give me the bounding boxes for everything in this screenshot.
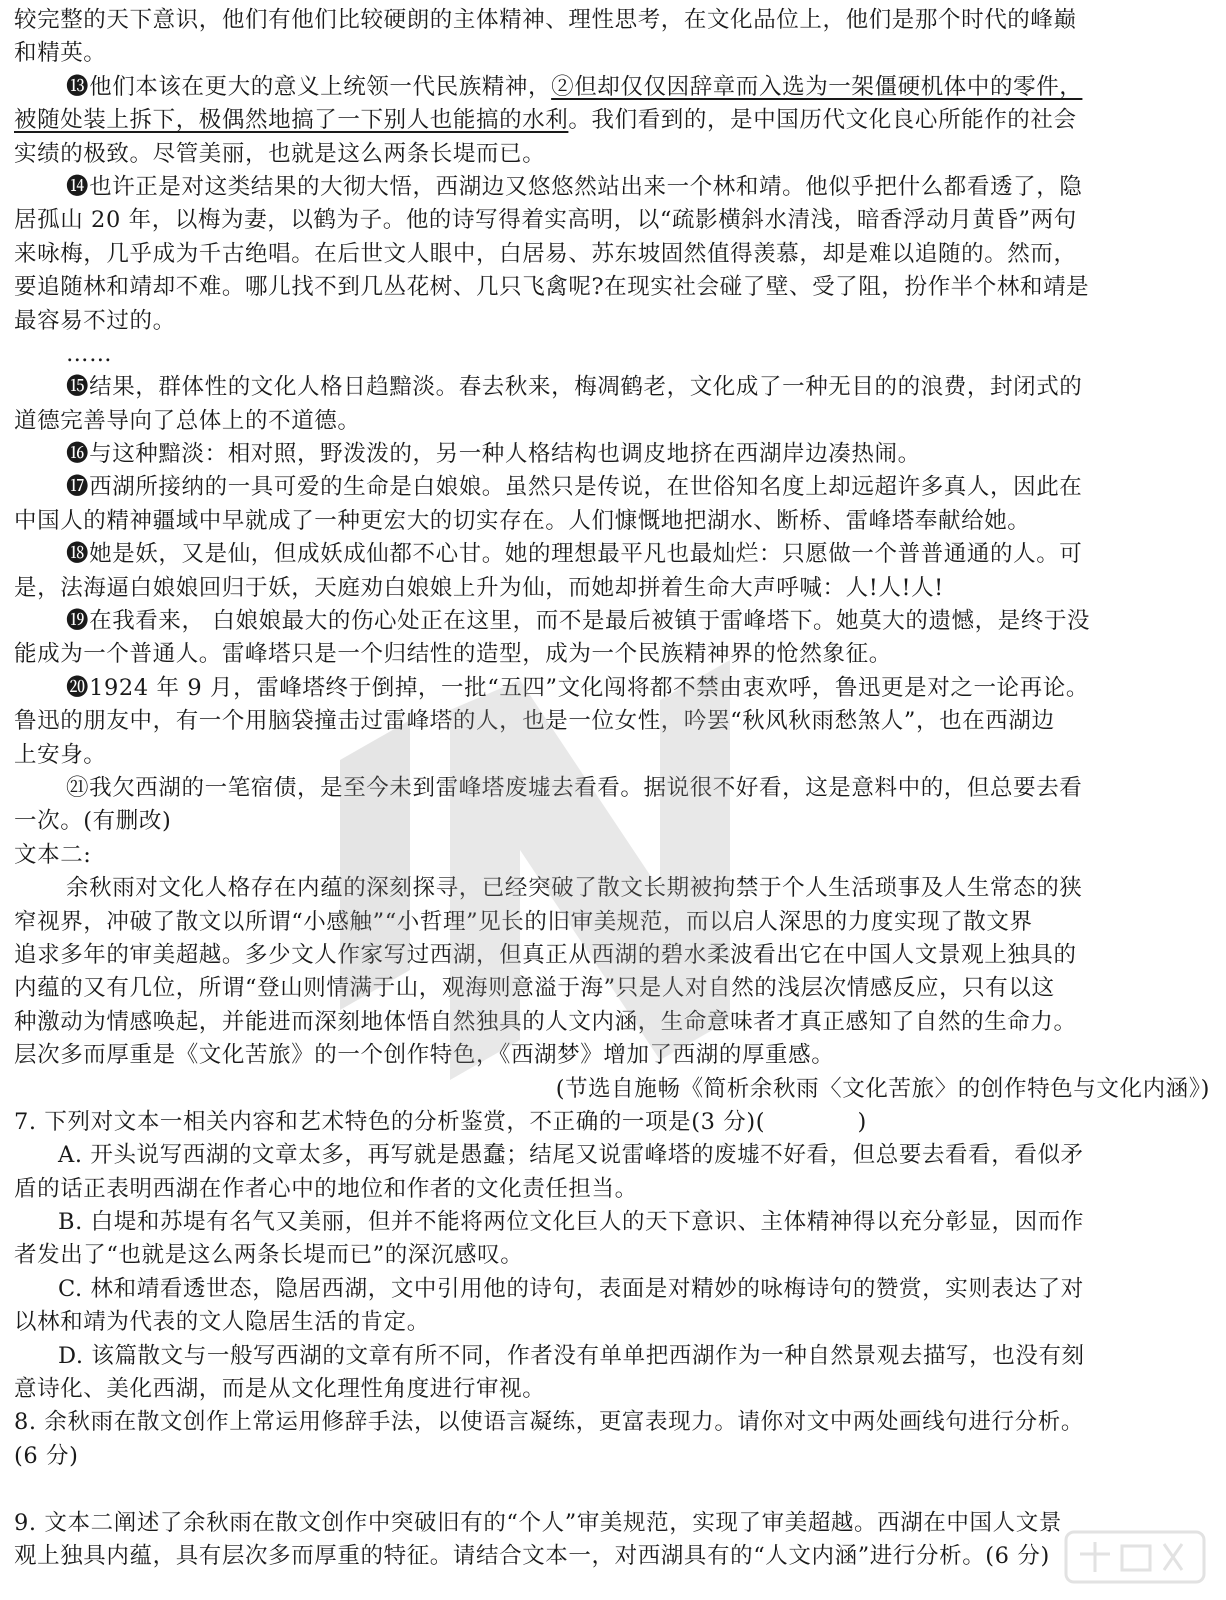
text-line: 追求多年的审美超越。多少文人作家写过西湖，但真正从西湖的碧水柔波看出它在中国人文景观上独具的 [14,941,1077,968]
underlined-sentence: 被随处装上拆下，极偶然地搞了一下别人也能搞的水利 [14,107,569,134]
text-line: 是，法海逼白娘娘回归于妖，天庭劝白娘娘上升为仙，而她却拼着生命大声呼喊：人!人!人! [14,574,944,601]
text-line: 一次。(有删改) [14,808,172,835]
underlined-sentence: ②但却仅仅因辞章而入选为一架僵硬机体中的零件， [551,73,1083,100]
question-9: 9. 文本二阐述了余秋雨在散文创作中突破旧有的“个人”审美规范，实现了审美超越。西湖在中国人文景 [14,1509,1062,1536]
paragraph-19: ⓳在我看来， 白娘娘最大的伤心处正在这里，而不是最后被镇于雷峰塔下。她莫大的遗憾，是终于没 [66,608,1091,635]
text-line: 中国人的精神疆域中早就成了一种更宏大的切实存在。人们慷慨地把湖水、断桥、雷峰塔奉献给她。 [14,507,1031,534]
text-line: 鲁迅的朋友中，有一个用脑袋撞击过雷峰塔的人，也是一位女性，吟罢“秋风秋雨愁煞人”，也在西湖边 [14,708,1055,735]
text-line: 要追随林和靖却不难。哪儿找不到几丛花树、几只飞禽呢?在现实社会碰了壁、受了阻，扮作半个林和靖是 [14,274,1090,301]
paragraph-14: ⓮也许正是对这类结果的大彻大悟，西湖边又悠悠然站出来一个林和靖。他似乎把什么都看透了，隐 [66,173,1083,200]
paragraph-20: ⓴1924 年 9 月，雷峰塔终于倒掉，一批“五四”文化闯将都不禁由衷欢呼，鲁迅更是对之一论再论。 [66,674,1089,701]
text-line: 和精英。 [14,40,107,67]
text-line: 观上独具内蕴，具有层次多而厚重的特征。请结合文本一，对西湖具有的“人文内涵”进行分析。(6 分) [14,1542,1050,1569]
paragraph-17: ⓱西湖所接纳的一具可爱的生命是白娘娘。虽然只是传说，在世俗知名度上却远超许多真人，因此在 [66,474,1083,501]
text-two-paragraph: 余秋雨对文化人格存在内蕴的深刻探寻，已经突破了散文长期被拘禁于个人生活琐事及人生常态的狭 [66,875,1083,902]
answer-space [14,1473,1214,1506]
text-line: 来咏梅，几乎成为千古绝唱。在后世文人眼中，白居易、苏东坡固然值得羡慕，却是难以追随的。然而， [14,240,1077,267]
paragraph-15: ⓯结果，群体性的文化人格日趋黯淡。春去秋来，梅凋鹤老，文化成了一种无目的的浪费，封闭式的 [66,374,1083,401]
paragraph-13-line-2: 被随处装上拆下，极偶然地搞了一下别人也能搞的水利。我们看到的，是中国历代文化良心所能作的社会 [14,107,1077,134]
option-c: C. 林和靖看透世态，隐居西湖，文中引用他的诗句，表面是对精妙的咏梅诗句的赞赏，实则表达了对 [58,1275,1084,1302]
option-a: A. 开头说写西湖的文章太多，再写就是愚蠢；结尾又说雷峰塔的废墟不好看，但总要去看看，看似矛 [58,1142,1084,1169]
section-heading-text-two: 文本二: [14,841,92,868]
paragraph-18: ⓲她是妖，又是仙，但成妖成仙都不心甘。她的理想最平凡也最灿烂：只愿做一个普普通通的人。可 [66,541,1083,568]
text-line: 较完整的天下意识，他们有他们比较硬朗的主体精神、理性思考，在文化品位上，他们是那个时代的峰巅 [14,7,1077,33]
text-line: 层次多而厚重是《文化苦旅》的一个创作特色，《西湖梦》增加了西湖的厚重感。 [14,1042,835,1069]
question-7: 7. 下列对文本一相关内容和艺术特色的分析鉴赏，不正确的一项是(3 分)( ) [14,1108,867,1135]
text-line: 居孤山 20 年，以梅为妻，以鹤为子。他的诗写得着实高明，以“疏影横斜水清浅，暗香浮动月黄昏”两句 [14,207,1077,234]
paragraph-16: ⓰与这种黯淡：相对照，野泼泼的，另一种人格结构也调皮地挤在西湖岸边凑热闹。 [66,441,921,468]
paragraph-21: ㉑我欠西湖的一笔宿债，是至今未到雷峰塔废墟去看看。据说很不好看，这是意料中的，但总要去看 [66,774,1083,801]
option-b: B. 白堤和苏堤有名气又美丽，但并不能将两位文化巨人的天下意识、主体精神得以充分彰显，因而作 [58,1209,1084,1236]
text-line: 窄视界，冲破了散文以所谓“小感触”“小哲理”见长的旧审美规范，而以启人深思的力度实现了散文界 [14,908,1033,935]
text-line: 能成为一个普通人。雷峰塔只是一个归结性的造型，成为一个民族精神界的怆然象征。 [14,641,892,668]
text-line: 以林和靖为代表的文人隐居生活的肯定。 [14,1309,430,1336]
text-line: 盾的话正表明西湖在作者心中的地位和作者的文化责任担当。 [14,1175,638,1202]
source-citation: (节选自施畅《简析余秋雨〈文化苦旅〉的创作特色与文化内涵》) [555,1075,1210,1102]
text-line: 最容易不过的。 [14,307,176,334]
text-line: 意诗化、美化西湖，而是从文化理性角度进行审视。 [14,1376,546,1403]
paragraph-13-line-1: ⓭他们本该在更大的意义上统领一代民族精神，②但却仅仅因辞章而入选为一架僵硬机体中的零件， [66,73,1083,100]
text-line: 上安身。 [14,741,107,768]
text-line: 实绩的极致。尽管美丽，也就是这么两条长堤而已。 [14,140,546,167]
ellipsis: …… [66,340,113,367]
text-line: 种激动为情感唤起，并能进而深刻地体悟自然独具的人文内涵，生命意味者才真正感知了自然的生命力。 [14,1008,1077,1035]
text-line: 内蕴的又有几位，所谓“登山则情满于山，观海则意溢于海”只是人对自然的浅层次情感反应，只有以这 [14,975,1055,1002]
text-line: 者发出了“也就是这么两条长堤而已”的深沉感叹。 [14,1242,524,1269]
question-8-points: (6 分) [14,1442,79,1469]
text-line: 道德完善导向了总体上的不道德。 [14,407,361,434]
document-page [14,4,1214,1573]
option-d: D. 该篇散文与一般写西湖的文章有所不同，作者没有单单把西湖作为一种自然景观去描写，也没有刻 [58,1342,1085,1369]
question-8: 8. 余秋雨在散文创作上常运用修辞手法，以使语言凝练，更富表现力。请你对文中两处画线句进行分析。 [14,1409,1084,1436]
